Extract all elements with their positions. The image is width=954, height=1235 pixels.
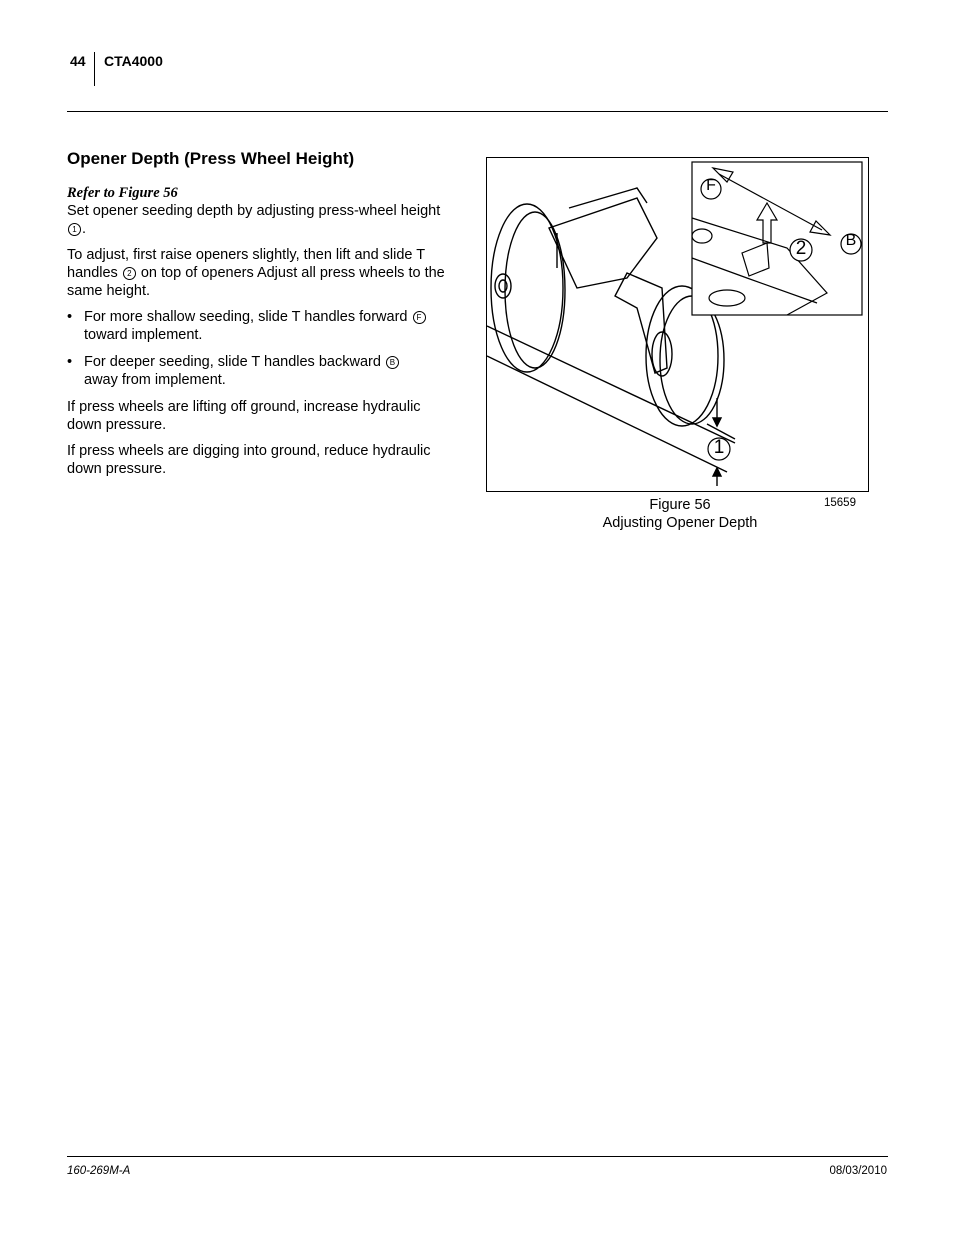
callout-1-icon: 1 [68, 223, 81, 236]
callout-2-label: 2 [795, 238, 807, 259]
header-divider-vertical [94, 52, 95, 86]
footer-rule [67, 1156, 888, 1157]
list-item: • For more shallow seeding, slide T handles forward F toward implement. [67, 308, 459, 344]
page-number: 44 [70, 53, 86, 69]
callout-f-icon: F [413, 311, 426, 324]
paragraph-3: If press wheels are lifting off ground, increase hydraulic down pressure. [67, 399, 421, 433]
paragraph-4: If press wheels are digging into ground, reduce hydraulic down pressure. [67, 443, 431, 477]
figure-reference: Refer to Figure 56 [67, 185, 178, 201]
figure-number: Figure 56 [649, 497, 711, 513]
figure-caption [570, 496, 790, 532]
callout-f-label: F [706, 177, 716, 194]
opener-drawing [487, 158, 868, 491]
body-text [67, 184, 459, 486]
callout-b-label: B [845, 232, 857, 249]
figure-id: 15659 [824, 497, 856, 509]
document-title: CTA4000 [104, 53, 163, 69]
paragraph-2: To adjust, first raise openers slightly, then lift and slide T handles 2 on top of openers Adjust all press wheels to the same height. [67, 247, 445, 299]
header-rule [67, 111, 888, 112]
callout-b-icon: B [386, 356, 399, 369]
callout-2-icon: 2 [123, 267, 136, 280]
section-title: Opener Depth (Press Wheel Height) [67, 149, 355, 168]
footer-date: 08/03/2010 [829, 1165, 887, 1177]
paragraph-1: Set opener seeding depth by adjusting press-wheel height 1 . [67, 203, 441, 237]
figure-title: Adjusting Opener Depth [602, 515, 758, 531]
list-item: • For deeper seeding, slide T handles backward B away from implement. [67, 353, 459, 389]
figure-illustration [486, 157, 869, 492]
callout-1-label: 1 [713, 437, 725, 458]
footer-doc-number: 160-269M-A [67, 1165, 131, 1177]
bullet-list [67, 308, 459, 389]
